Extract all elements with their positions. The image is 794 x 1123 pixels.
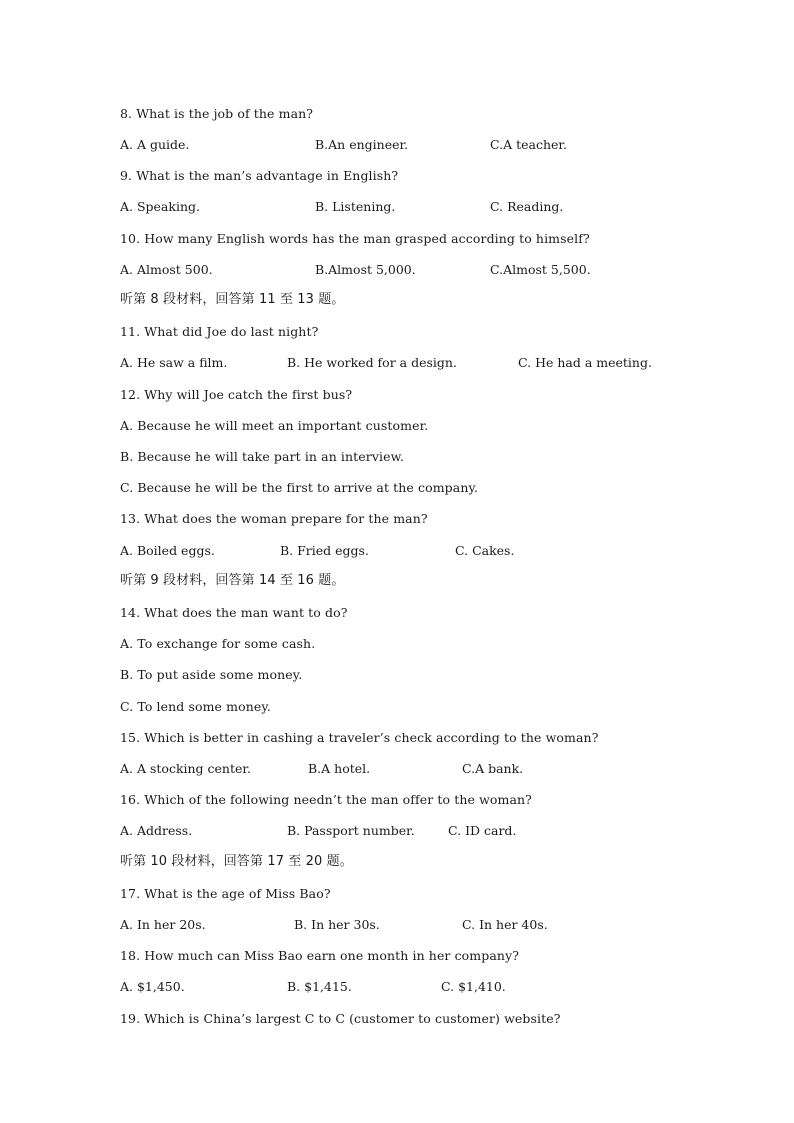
q10-option-c: C.Almost 5,500. [490, 262, 591, 277]
q14-option-a: A. To exchange for some cash. [120, 636, 316, 651]
q13-option-a: A. Boiled eggs. [120, 543, 215, 558]
q8-option-c: C.A teacher. [490, 137, 567, 152]
q16-option-b: B. Passport number. [287, 823, 415, 838]
q13-option-b: B. Fried eggs. [280, 543, 369, 558]
q12-option-b: B. Because he will take part in an interview. [120, 449, 405, 464]
q10-option-a: A. Almost 500. [120, 262, 213, 277]
section-heading-8: 听第 8 段材料，回答第 11 至 13 题。 [120, 292, 345, 307]
q15-option-c: C.A bank. [462, 761, 524, 776]
question-13: 13. What does the woman prepare for the man? [120, 511, 428, 526]
q17-option-a: A. In her 20s. [120, 917, 206, 932]
q11-option-c: C. He had a meeting. [518, 355, 652, 370]
question-19: 19. Which is China’s largest C to C (customer to customer) website? [120, 1011, 561, 1026]
q9-option-a: A. Speaking. [120, 199, 200, 214]
q8-option-a: A. A guide. [120, 137, 190, 152]
q18-option-a: A. $1,450. [120, 979, 185, 994]
q9-option-c: C. Reading. [490, 199, 564, 214]
question-16: 16. Which of the following needn’t the man offer to the woman? [120, 792, 532, 807]
question-18: 18. How much can Miss Bao earn one month in her company? [120, 948, 520, 963]
q15-option-a: A. A stocking center. [120, 761, 251, 776]
q13-option-c: C. Cakes. [455, 543, 515, 558]
q9-option-b: B. Listening. [315, 199, 396, 214]
q11-option-a: A. He saw a film. [120, 355, 228, 370]
q17-option-c: C. In her 40s. [462, 917, 548, 932]
q14-option-c: C. To lend some money. [120, 699, 271, 714]
q11-option-b: B. He worked for a design. [287, 355, 457, 370]
section-heading-9: 听第 9 段材料，回答第 14 至 16 题。 [120, 573, 345, 588]
question-14: 14. What does the man want to do? [120, 605, 348, 620]
q10-option-b: B.Almost 5,000. [315, 262, 416, 277]
q15-option-b: B.A hotel. [308, 761, 371, 776]
question-17: 17. What is the age of Miss Bao? [120, 886, 331, 901]
q12-option-c: C. Because he will be the first to arrive at the company. [120, 480, 479, 495]
q8-option-b: B.An engineer. [315, 137, 409, 152]
question-12: 12. Why will Joe catch the first bus? [120, 387, 353, 402]
section-heading-10: 听第 10 段材料，回答第 17 至 20 题。 [120, 854, 353, 869]
question-15: 15. Which is better in cashing a traveler’s check according to the woman? [120, 730, 599, 745]
q14-option-b: B. To put aside some money. [120, 667, 303, 682]
question-11: 11. What did Joe do last night? [120, 324, 319, 339]
q12-option-a: A. Because he will meet an important customer. [120, 418, 429, 433]
q18-option-b: B. $1,415. [287, 979, 352, 994]
q16-option-c: C. ID card. [448, 823, 517, 838]
q17-option-b: B. In her 30s. [294, 917, 380, 932]
question-10: 10. How many English words has the man grasped according to himself? [120, 231, 590, 246]
question-8: 8. What is the job of the man? [120, 106, 314, 121]
q18-option-c: C. $1,410. [441, 979, 506, 994]
q16-option-a: A. Address. [120, 823, 193, 838]
question-9: 9. What is the man’s advantage in English? [120, 168, 399, 183]
